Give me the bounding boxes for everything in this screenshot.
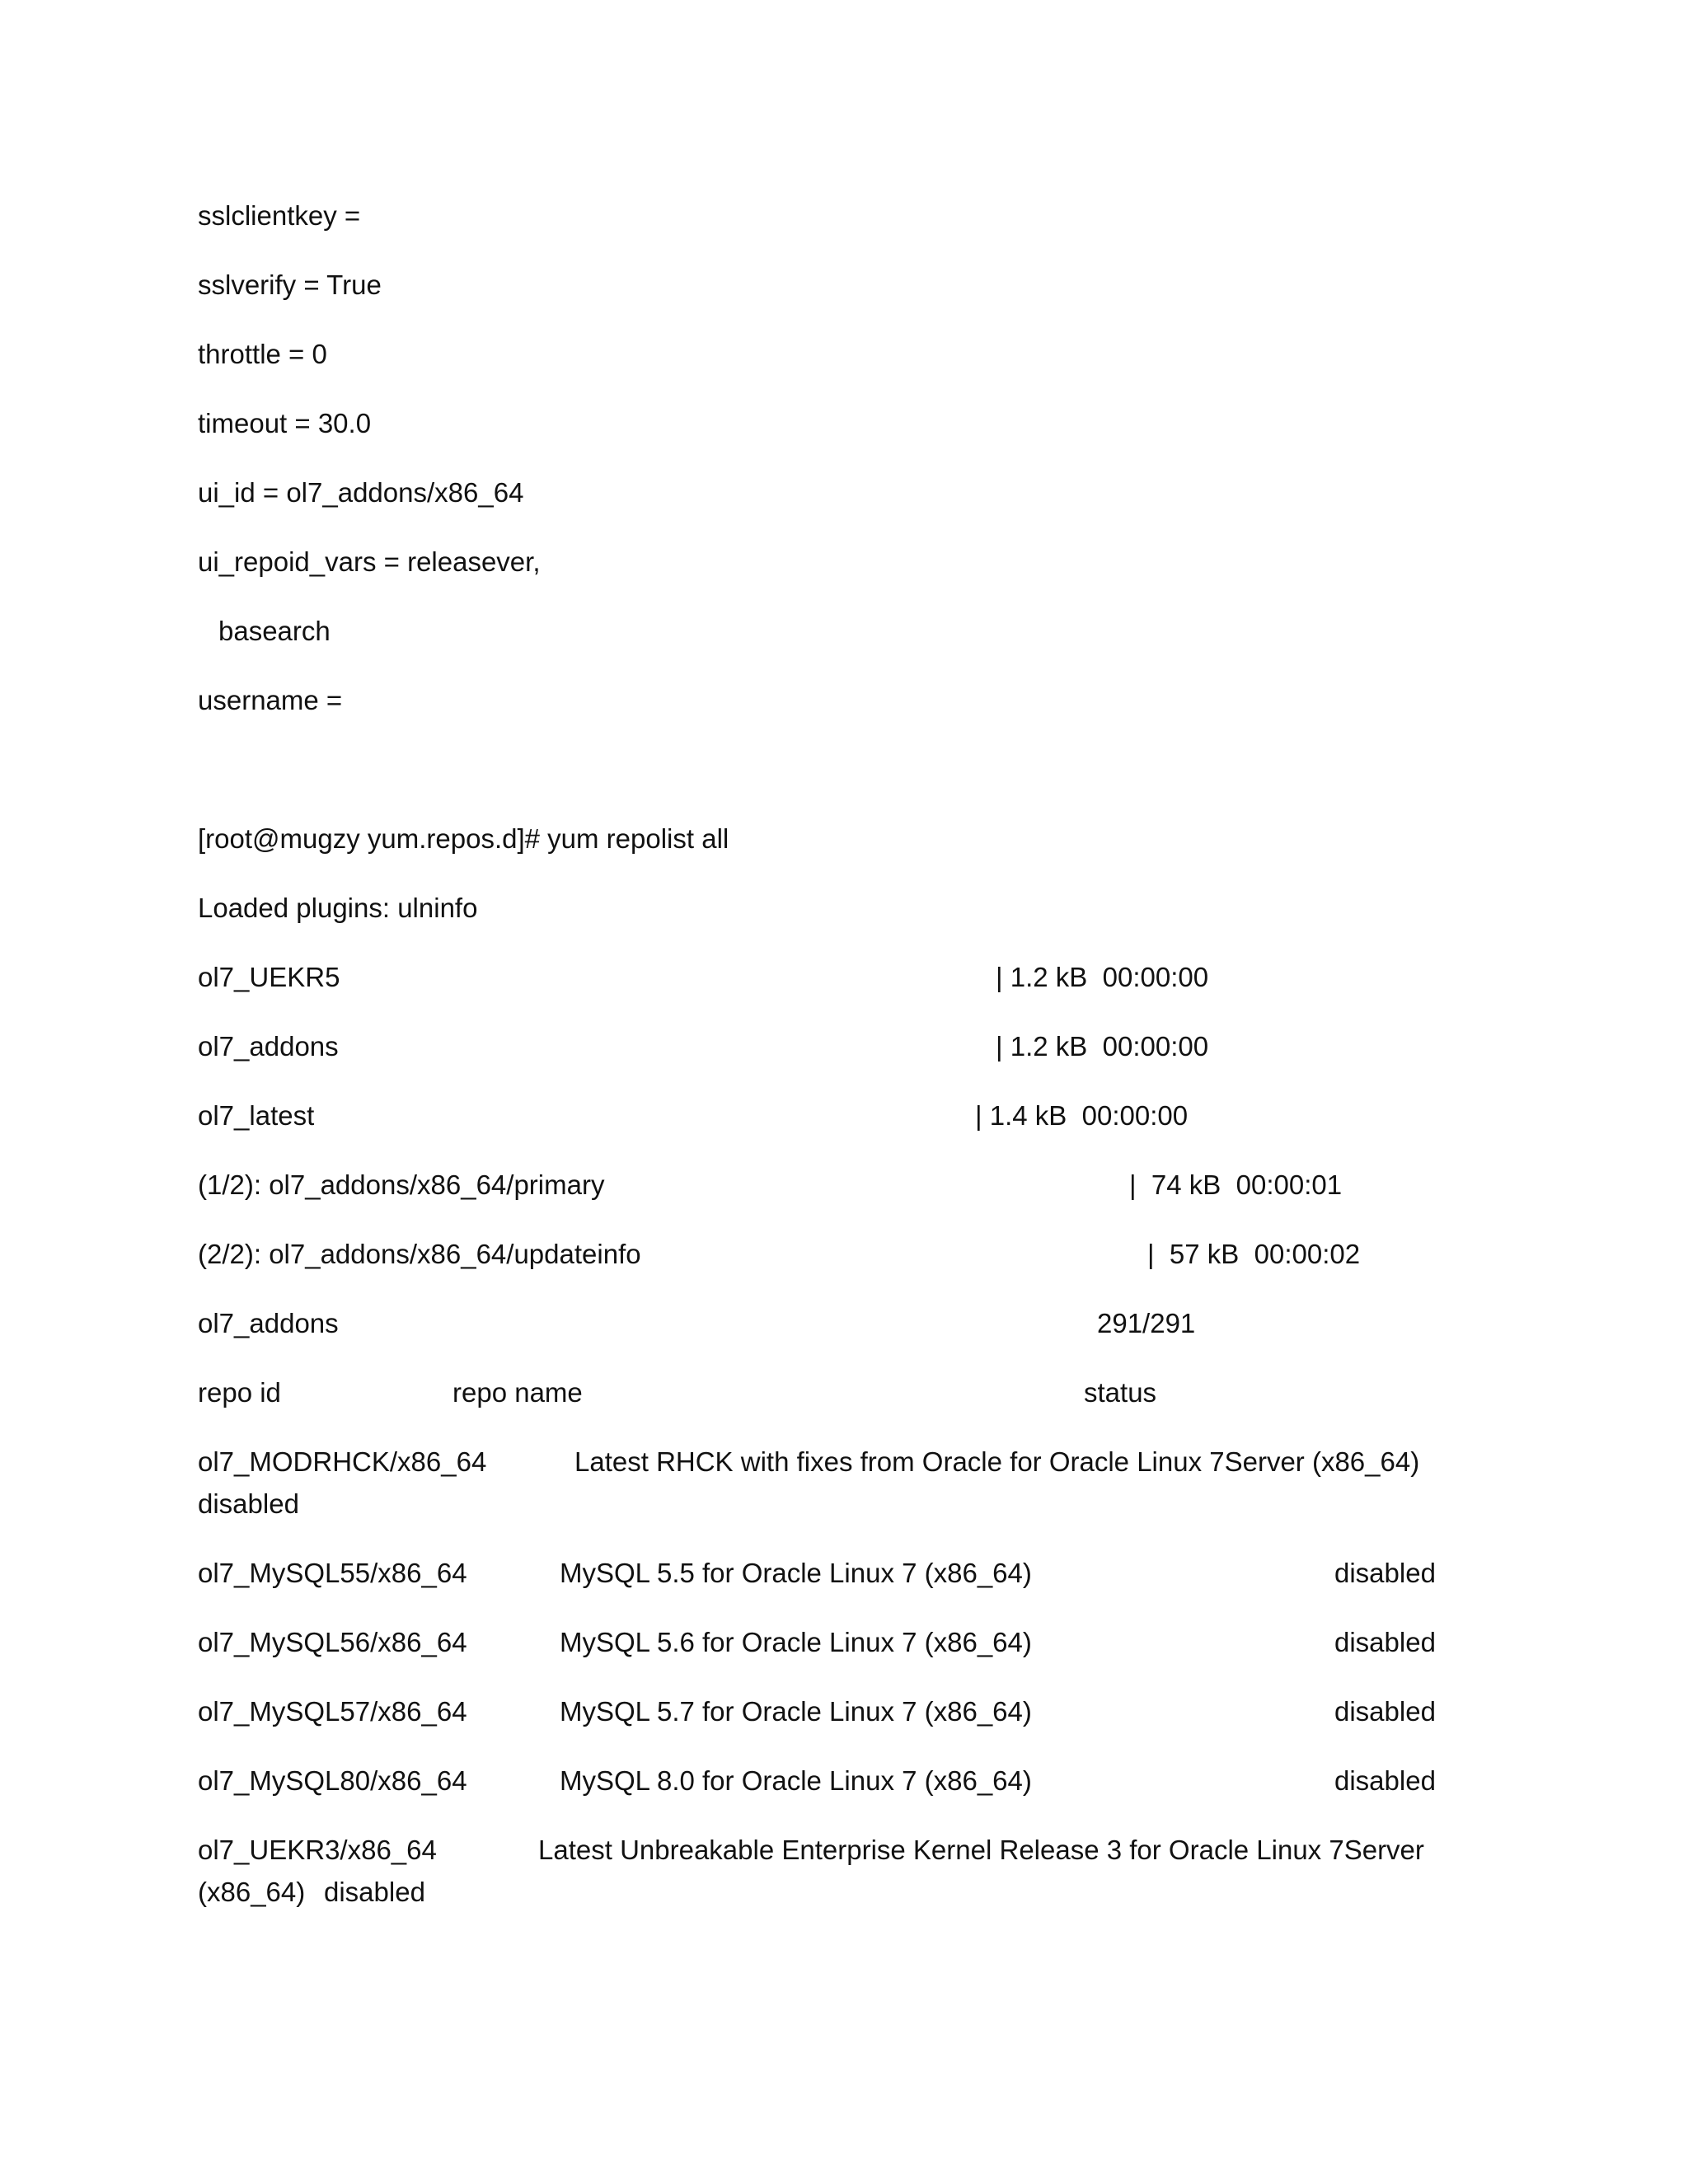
download-name: ol7_latest [198,1100,315,1131]
repo-status: disabled [1334,1558,1436,1588]
download-name: (2/2): ol7_addons/x86_64/updateinfo [198,1239,641,1269]
config-sslclientkey: sslclientkey = [198,200,361,231]
repo-status: disabled [1334,1765,1436,1796]
repo-name: Latest RHCK with fixes from Oracle for Oracle Linux 7Server (x86_64) [574,1446,1420,1477]
download-info: | 1.4 kB 00:00:00 [975,1100,1189,1131]
repo-name: MySQL 5.5 for Oracle Linux 7 (x86_64) [560,1558,1032,1588]
command-prompt: [root@mugzy yum.repos.d]# yum repolist all [198,823,729,854]
repo-id: ol7_MySQL56/x86_64 [198,1627,467,1657]
header-status: status [1084,1377,1157,1408]
repo-name: Latest Unbreakable Enterprise Kernel Release 3 for Oracle Linux 7Server [538,1835,1424,1865]
config-ui-id: ui_id = ol7_addons/x86_64 [198,477,524,508]
config-username: username = [198,685,343,715]
repo-id: ol7_MySQL57/x86_64 [198,1696,467,1727]
config-throttle: throttle = 0 [198,339,327,369]
download-name: ol7_addons [198,1308,339,1338]
repo-id: ol7_UEKR3/x86_64 [198,1835,437,1865]
header-repo-name: repo name [452,1377,583,1408]
repo-status: disabled [1334,1696,1436,1727]
download-info: | 74 kB 00:00:01 [1129,1169,1343,1200]
config-timeout: timeout = 30.0 [198,408,372,438]
download-name: ol7_UEKR5 [198,962,340,992]
loaded-plugins: Loaded plugins: ulninfo [198,893,478,923]
download-name: ol7_addons [198,1031,339,1062]
header-repo-id: repo id [198,1377,281,1408]
config-ui-repoid-vars: ui_repoid_vars = releasever, [198,546,541,577]
repo-id: ol7_MySQL80/x86_64 [198,1765,467,1796]
repo-id: ol7_MySQL55/x86_64 [198,1558,467,1588]
repo-name: MySQL 5.7 for Oracle Linux 7 (x86_64) [560,1696,1032,1727]
config-ui-repoid-vars-cont: basearch [218,616,331,646]
repo-id: ol7_MODRHCK/x86_64 [198,1446,487,1477]
download-info: | 1.2 kB 00:00:00 [996,1031,1209,1062]
config-sslverify: sslverify = True [198,269,382,300]
download-info: 291/291 [1097,1308,1196,1338]
repo-status: disabled [198,1488,299,1519]
repo-status: disabled [324,1877,425,1907]
repo-name: MySQL 8.0 for Oracle Linux 7 (x86_64) [560,1765,1032,1796]
download-info: | 1.2 kB 00:00:00 [996,962,1209,992]
download-info: | 57 kB 00:00:02 [1147,1239,1361,1269]
repo-name: MySQL 5.6 for Oracle Linux 7 (x86_64) [560,1627,1032,1657]
repo-status: disabled [1334,1627,1436,1657]
download-name: (1/2): ol7_addons/x86_64/primary [198,1169,605,1200]
repo-name-cont: (x86_64) [198,1877,306,1907]
